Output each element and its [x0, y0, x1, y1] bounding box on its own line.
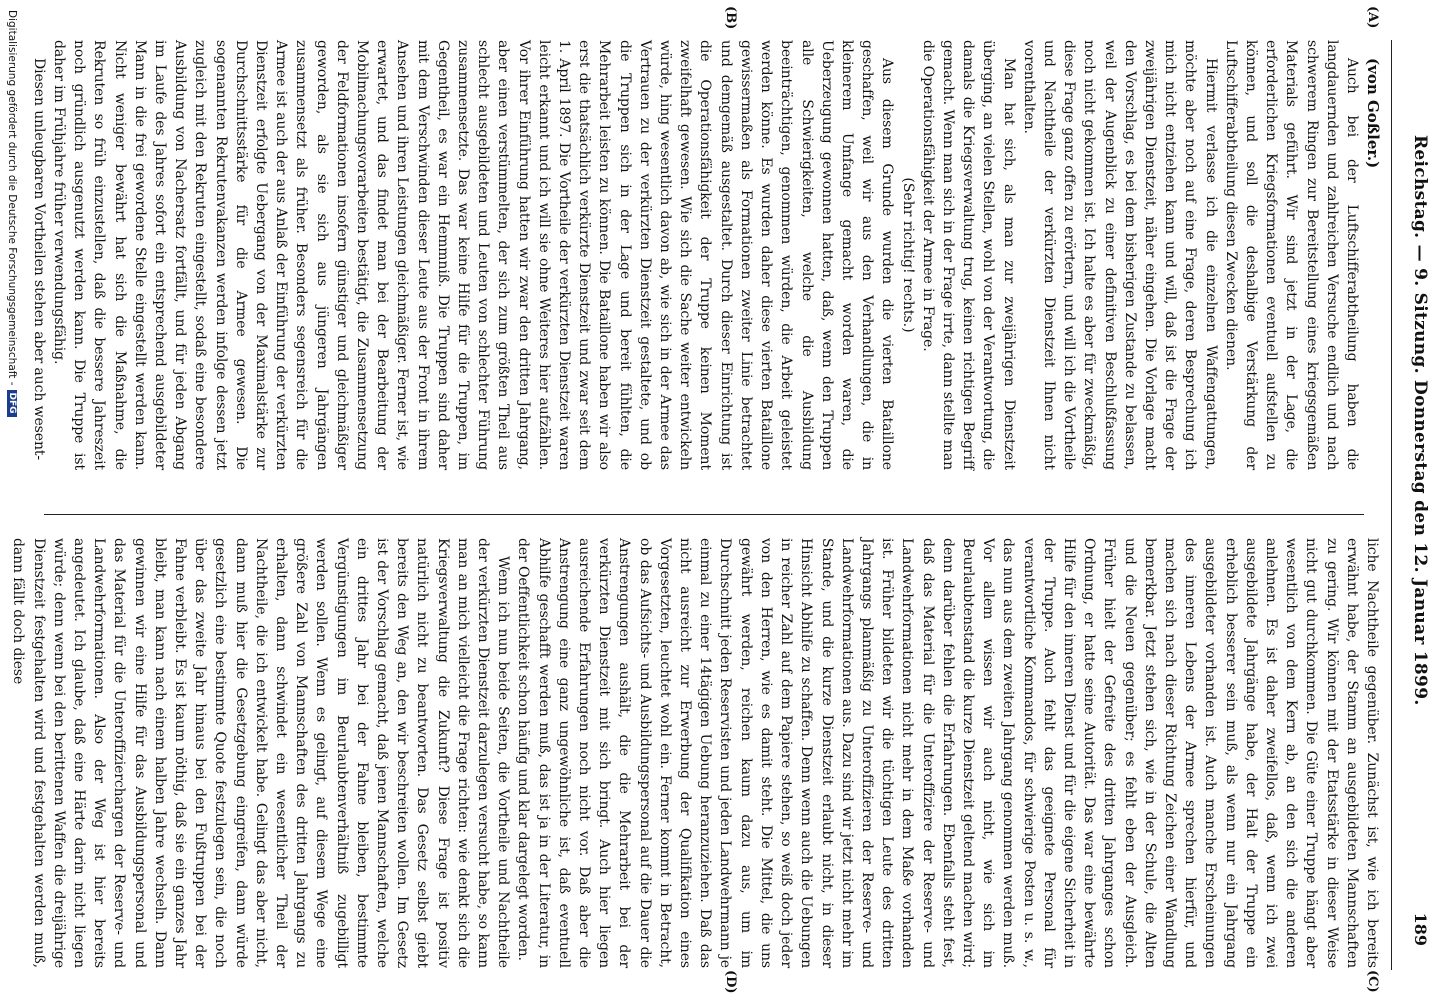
paragraph: Hiermit verlasse ich die einzelnen Waffengattungen, möchte aber noch auf eine Frage, deren Besprechung ich mich nicht entziehen kann und will, daß ist die Frage der zweijährigen Dienstzeit, näher eingehen. Die Vorlage macht den Vorschlag, es bei dem bisherigen Zustande zu belassen, weil der Augenblick zu einer definitiven Beschlußfassung noch nicht gekommen ist. Ich halte es aber für zweckmäßig, diese Frage ganz offen zu erörtern, und will ich die Vortheile und Nachtheile der verkürzten Dienstzeit Ihnen nicht vorenthalten.	[1020, 40, 1219, 470]
paragraph: Wenn ich nun beide Seiten, die Vortheile und Nachtheile der verkürzten Dienstzeit darzulegen versucht habe, so kann man an mich vielleicht die Frage richten: wie denkt sich die Kriegsverwaltung die Zukunft? Diese Frage ist positiv natürlich nicht zu beantworten. Das Gesetz selbst giebt bereits den Weg an, den wir beschreiten wollen. Im Gesetz ist der Vorschlag gemacht, daß jenen Mannschaften, welche ein drittes Jahr bei der Fahne bleiben, bestimmte Vergünstigungen im Beurlaubtenverhältniß zugebilligt werden sollen. Wenn es gelingt, auf diesem Wege eine größere Zahl von Mannschaften des dritten Jahrgangs zu erhalten, dann schwindet ein wesentlicher Theil der Nachtheile, die ich entwickelt habe. Gelingt das aber nicht, dann muß hier die Gesetzgebung eingreifen, dann würde gesetzlich eine bestimmte Quote festzulegen sein, die noch über das zweite Jahr hinaus bei den Fußtruppen bei der Fahne verbleibt. Es ist kaum nöthig, daß sie ein ganzes Jahr bleibt, man kann nach einem halben Jahre wechseln. Dann gewinnen wir eine Hilfe für das Ausbildungspersonal und das Material für die Unteroffizierchargen der Reserve- und Landwehrformationen. Also der Weg ist hier bereits angedeutet. Ich glaube, daß eine Härte darin nicht liegen würde; denn wenn bei den berittenen Waffen die dreijährige Dienstzeit festgehalten wird und festgehalten werden muß, dann fällt doch diese	[10, 538, 512, 968]
margin-marker-a: (A)	[1365, 6, 1380, 29]
column-divider	[44, 514, 1364, 515]
margin-marker-b: (B)	[723, 6, 738, 30]
dfg-logo: DFG	[7, 390, 17, 417]
speaker-name: (von Goßler.)	[1364, 58, 1382, 169]
paragraph: Diesen unleugbaren Vortheilen stehen aber auch wesent-	[30, 58, 47, 461]
paragraph: liche Nachtheile gegenüber. Zunächst ist, wie ich bereits erwähnt habe, der Stamm an ausgebildeten Mannschaften zu gering. Wir können mit der Etatsstärke in dieser Weise nicht gut durchkommen. Die Güte einer Truppe hängt aber wesentlich von dem Kern ab, an den sich die anderen anlehnen. Es ist daher zweifellos, daß, wenn ich zwei ausgebildete Jahrgänge habe, der Halt der Truppe ein erheblich besserer sein muß, als wenn nur ein Jahrgang ausgebildeter vorhanden ist. Auch manche Erscheinungen des inneren Lebens der Armee sprechen hierfür, und machen sich nach dieser Richtung Zeichen einer Wandlung bemerkbar. Jetzt stehen sich, wie in der Schule, die Alten und die Neuen gegenüber; es fehlt eben der Ausgleich. Früher hielt der Gefreite des dritten Jahrganges schon Ordnung, er hatte seine Autorität. Das war eine bewährte Hilfe für den inneren Dienst und für die eigene Sicherheit in der Truppe. Auch fehlt das geeignete Personal für verantwortliche Kommandos, für schwierige Posten u. s. w., das nun aus dem zweiten Jahrgang genommen werden muß. Vor allem wissen wir auch nicht, wie sich im Beurlaubtenstand die kurze Dienstzeit geltend machen wird; denn darüber fehlen die Erfahrungen. Ebenfalls steht fest, daß das Material für die Unteroffiziere der Reserve- und Landwehrformationen nicht mehr in dem Maße vorhanden ist. Früher bildeten wir die tüchtigen Leute des dritten Jahrgangs planmäßig zu Unteroffizieren der Reserve- und Landwehrformationen aus. Dazu sind wir jetzt nicht mehr im Stande, und die kurze Dienstzeit erlaubt nicht, in dieser Hinsicht Abhilfe zu schaffen. Denn wenn auch die Uebungen in reicher Zahl auf dem Papiere stehen, so weiß doch jeder von den Herren, wie es damit steht. Die Mittel, die uns gewährt werden, reichen kaum dazu aus, um im Durchschnitt jeden Reservisten und jeden Landwehrmann je einmal zu einer 14tägigen Uebung heranzuziehen. Daß das nicht ausreicht zur Erwerbung der Qualifikation eines Vorgesetzten, leuchtet wohl ein. Ferner kommt in Betracht, ob das Aufsichts- und Ausbildungspersonal auf die Dauer die Anstrengungen aushält, die die Mehrarbeit bei der verkürzten Dienstzeit mit sich bringt. Auch hier liegen ausreichende Erfahrungen noch nicht vor. Daß aber die Anstrengung eine ganz ungewöhnliche ist, daß eventuell Abhilfe geschafft werden muß, das ist ja in der Literatur, in der Oeffentlichkeit schon häufig und klar dargelegt worden.	[515, 538, 1380, 968]
margin-marker-c: (C)	[1365, 970, 1380, 993]
paragraph: Man hat sich, als man zur zweijährigen Dienstzeit überging, an vielen Stellen, wohl von der Verantwortung, die damals die Kriegsverwaltung trug, keinen richtigen Begriff gemacht. Wenn man sich in der Frage irrte, dann stellte man die Operationsfähigkeit der Armee in Frage.	[919, 40, 1017, 470]
digitization-credit	[6, 10, 18, 417]
margin-marker-d: (D)	[723, 970, 738, 994]
header-rule	[1391, 40, 1392, 970]
header-title: Reichstag. — 9. Sitzung. Donnerstag den 12. Januar 1899.	[1410, 135, 1430, 706]
right-column	[10, 538, 1382, 968]
credit-text: Digitalisierung gefördert durch die Deutsche Forschungsgemeinschaft -	[6, 10, 18, 386]
page-number: 189	[1411, 912, 1430, 946]
page-header	[1394, 40, 1434, 960]
left-column	[30, 40, 1382, 470]
paragraph: Aus diesem Grunde wurden die vierten Bataillone geschaffen, weil wir aus den Verhandlungen, die in kleinerem Umfange gemacht worden waren, die Ueberzeugung gewonnen hatten, daß, wenn den Truppen alle Schwierigkeiten, welche die Ausbildung beeinträchtigen, genommen würden, die Arbeit geleistet werden könne. Es wurden daher diese vierten Bataillone gewissermaßen als Formationen zweiter Linie betrachtet und demgemäß ausgestaltet. Durch dieser Einrichtung ist die Operationsfähigkeit der Truppe keinen Moment zweifelhaft gewesen. Wie sich die Sache weiter entwickeln würde, hing wesentlich davon ab, wie sich in der Armee das Vertrauen zu der verkürzten Dienstzeit gestaltete, und ob die Truppen sich in der Lage und bereit fühlten, die Mehrarbeit leisten zu können. Die Bataillone haben wir also erst die thatsächlich verkürzte Dienstzeit und zwar seit dem 1. April 1897. Die Vortheile der verkürzten Dienstzeit waren leicht erkannt und ich will sie ohne Weiteres hier aufzählen. Vor ihrer Einführung hatten wir zwar den dritten Jahrgang, aber einen verstümmelten, der sich zum größten Theil aus schlecht ausgebildeten und Leuten von schlechter Führung zusammensetzte. Das war keine Hilfe für die Truppen, im Gegentheil, es war ein Hemmniß. Die Truppen sind daher mit dem Verschwinden dieser Leute aus der Front in ihrem Ansehen und ihren Leistungen gleichmäßiger. Ferner ist, wie erwartet, und das findet man bei der Bearbeitung der Mobilmachungsvorarbeiten bestätigt, die Zusammensetzung der Feldformationen insofern günstiger und gleichmäßiger geworden, als sie sich aus jüngeren Jahrgängen zusammensetzt als früher. Besonders segensreich für die Armee ist auch der aus Anlaß der Einführung der verkürzten Dienstzeit erfolgte Uebergang von der Maximalstärke zur Durchschnittsstärke für die Armee gewesen. Die sogenannten Rekrutenvakanzen werden infolge dessen jetzt zugleich mit den Rekruten eingestellt, sodaß eine besondere Ausbildung von Nachersatz fortfällt, und für jeden Abgang im Laufe des Jahres sofort ein entsprechend ausgebildeter Mann in die frei gewordene Stelle eingestellt werden kann. Nicht weniger bewährt hat sich die Maßnahme, die Rekruten so früh einzustellen, daß die bessere Jahreszeit noch gründlich ausgenutzt werden kann. Die Truppe ist daher im Frühjahre früher verwendungsfähig.	[51, 40, 896, 470]
interjection: (Sehr richtig! rechts.)	[899, 177, 916, 333]
paragraph: Auch bei der Luftschifferabtheilung haben die langdauernden und zahlreichen Versuche endlich und nach schwerem Ringen zur Bereitstellung eines kriegsgemäßen Materials geführt. Wir sind jetzt in der Lage, die erforderlichen Kriegsformationen eventuell aufstellen zu können, und soll die deshalbige Verstärkung der Luftschifferabtheilung diesen Zwecken dienen.	[1222, 40, 1360, 470]
footer	[0, 0, 20, 1000]
